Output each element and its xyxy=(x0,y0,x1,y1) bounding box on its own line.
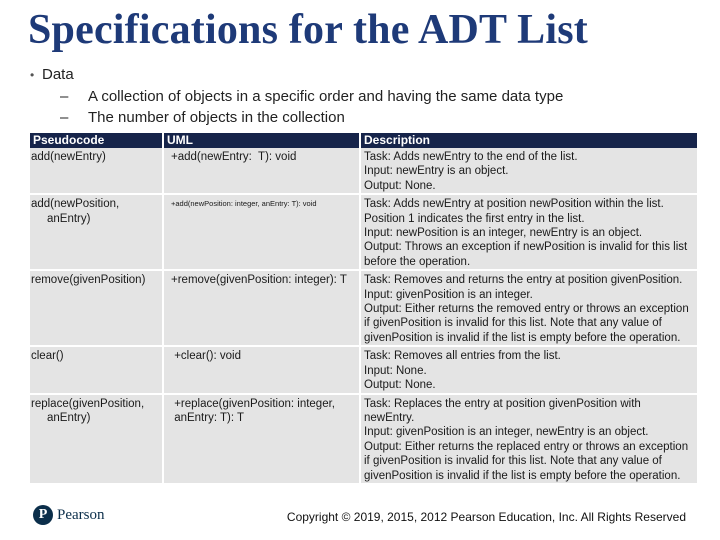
header-description: Description xyxy=(360,133,698,148)
uml-cell: +remove(givenPosition: integer): T xyxy=(163,270,360,346)
pearson-logo-icon: P xyxy=(33,505,53,525)
uml-cell: +add(newEntry: T): void xyxy=(163,148,360,194)
description-cell: Task: Adds newEntry at position newPosition within the list. Position 1 indicates the first entry in the list. Input: newPosition is an integer, newEntry is an object. Output: Throws an exception if newPosition is invalid for this list before the operation. xyxy=(360,194,698,270)
bullet-data-label: Data xyxy=(42,66,74,83)
sub-bullet-count xyxy=(60,107,563,128)
slide-title: Specifications for the ADT List xyxy=(28,7,588,53)
table-row xyxy=(30,148,698,194)
pseudocode-cell: add(newPosition, anEntry) xyxy=(30,194,163,270)
uml-cell: +replace(givenPosition: integer, anEntry: T): T xyxy=(163,394,360,484)
pearson-logo-text: Pearson xyxy=(57,506,105,523)
bullet-data xyxy=(30,64,563,86)
table-header-row xyxy=(30,133,698,148)
uml-cell: +clear(): void xyxy=(163,346,360,393)
sub-bullet-text: The number of objects in the collection xyxy=(88,109,345,126)
uml-cell: +add(newPosition: integer, anEntry: T): void xyxy=(163,194,360,270)
dash-icon: – xyxy=(60,88,69,105)
table-row xyxy=(30,270,698,346)
sub-bullet-collection xyxy=(60,86,563,107)
description-cell: Task: Adds newEntry to the end of the list. Input: newEntry is an object. Output: None. xyxy=(360,148,698,194)
description-cell: Task: Removes all entries from the list. Input: None. Output: None. xyxy=(360,346,698,393)
table-row xyxy=(30,346,698,393)
header-pseudocode: Pseudocode xyxy=(30,133,163,148)
pseudocode-cell: add(newEntry) xyxy=(30,148,163,194)
table-row xyxy=(30,194,698,270)
bullet-dot-icon: • xyxy=(30,68,35,82)
dash-icon: – xyxy=(60,109,69,126)
pseudocode-cell: clear() xyxy=(30,346,163,393)
header-uml: UML xyxy=(163,133,360,148)
pearson-logo xyxy=(33,505,105,525)
bullet-list xyxy=(30,64,563,128)
pseudocode-cell: remove(givenPosition) xyxy=(30,270,163,346)
description-cell: Task: Removes and returns the entry at position givenPosition. Input: givenPosition is an integer. Output: Either returns the removed entry or throws an exception if givenPosition is invalid for this list. Note that any value of givenPosition is invalid if the list is empty before the operation. xyxy=(360,270,698,346)
sub-bullet-text: A collection of objects in a specific order and having the same data type xyxy=(88,88,564,105)
pseudocode-cell: replace(givenPosition, anEntry) xyxy=(30,394,163,484)
table-row xyxy=(30,394,698,484)
copyright-notice: Copyright © 2019, 2015, 2012 Pearson Education, Inc. All Rights Reserved xyxy=(286,510,686,524)
spec-table xyxy=(30,133,699,485)
description-cell: Task: Replaces the entry at position givenPosition with newEntry. Input: givenPosition is an integer, newEntry is an object. Output: Either returns the replaced entry or throws an exception if givenPosition is invalid for this list. Note that any value of givenPosition is invalid if the list is empty before the operation. xyxy=(360,394,698,484)
